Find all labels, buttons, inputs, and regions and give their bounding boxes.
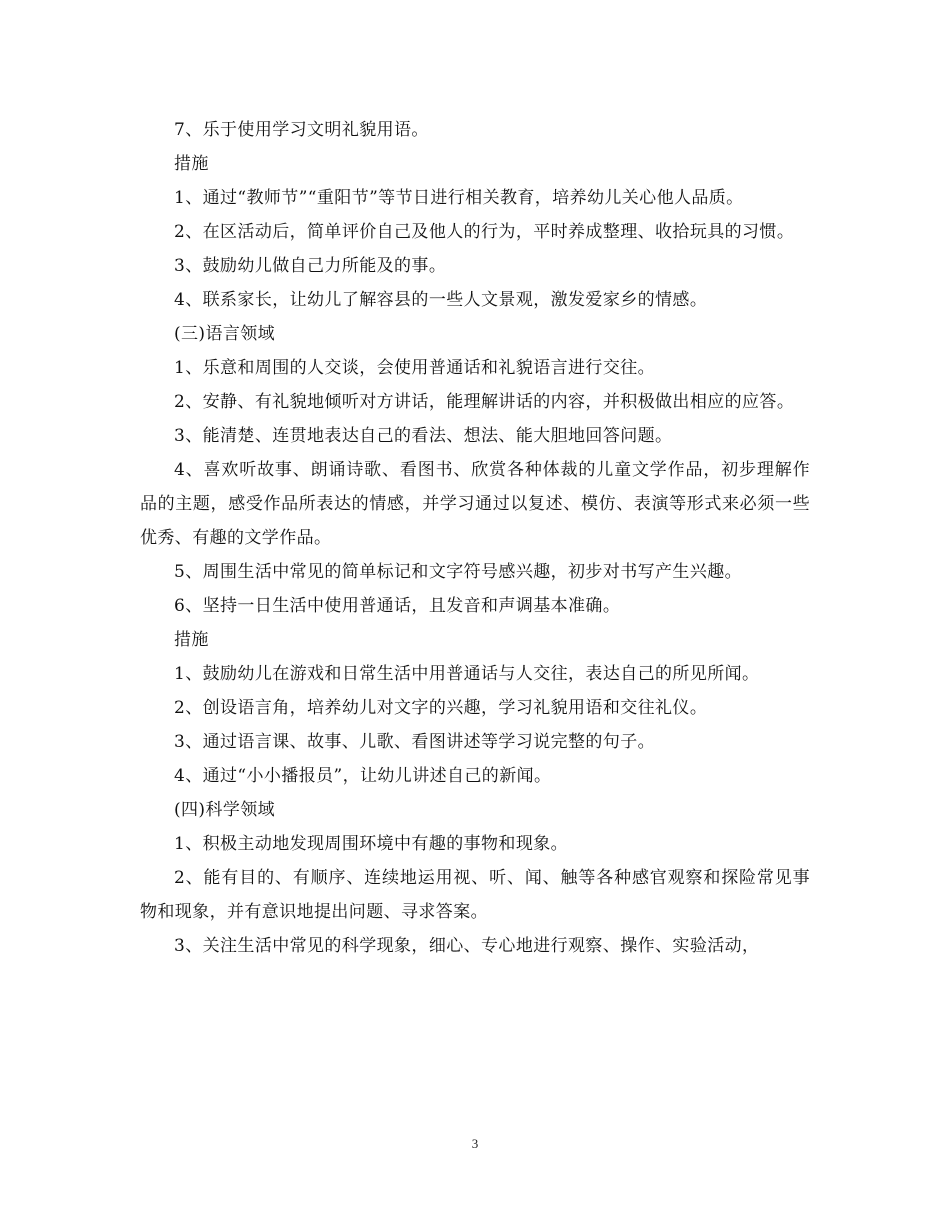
paragraph: 3、能清楚、连贯地表达自己的看法、想法、能大胆地回答问题。 [174, 426, 673, 446]
paragraph: 5、周围生活中常见的简单标记和文字符号感兴趣，初步对书写产生兴趣。 [174, 562, 743, 582]
paragraph: 3、关注生活中常见的科学现象，细心、专心地进行观察、操作、实验活动， [174, 936, 760, 956]
paragraph: 2、在区活动后，简单评价自己及他人的行为，平时养成整理、收拾玩具的习惯。 [174, 222, 795, 242]
section-heading: (三)语言领域 [174, 324, 276, 344]
paragraph: 1、鼓励幼儿在游戏和日常生活中用普通话与人交往，表达自己的所见所闻。 [174, 664, 760, 684]
paragraph: 6、坚持一日生活中使用普通话，且发音和声调基本准确。 [174, 596, 621, 616]
paragraph: 2、创设语言角，培养幼儿对文字的兴趣，学习礼貌用语和交往礼仪。 [174, 698, 708, 718]
paragraph: 2、安静、有礼貌地倾听对方讲话，能理解讲话的内容，并积极做出相应的应答。 [174, 392, 795, 412]
document-body [140, 113, 810, 963]
paragraph: 3、鼓励幼儿做自己力所能及的事。 [174, 256, 447, 276]
paragraph: 3、通过语言课、故事、儿歌、看图讲述等学习说完整的句子。 [174, 732, 656, 752]
paragraph: 1、通过“教师节”“重阳节”等节日进行相关教育，培养幼儿关心他人品质。 [174, 188, 744, 208]
paragraph: 1、积极主动地发现周围环境中有趣的事物和现象。 [174, 834, 569, 854]
paragraph: 4、喜欢听故事、朗诵诗歌、看图书、欣赏各种体裁的儿童文学作品，初步理解作品的主题，感受作品所表达的情感，并学习通过以复述、模仿、表演等形式来必须一些优秀、有趣的文学作品。 [140, 460, 810, 548]
section-subheading: 措施 [174, 154, 209, 174]
page-number: 3 [471, 1136, 479, 1151]
paragraph: 7、乐于使用学习文明礼貌用语。 [174, 120, 429, 140]
section-subheading: 措施 [174, 630, 209, 650]
paragraph: 1、乐意和周围的人交谈，会使用普通话和礼貌语言进行交往。 [174, 358, 656, 378]
paragraph: 4、联系家长，让幼儿了解容县的一些人文景观，激发爱家乡的情感。 [174, 290, 708, 310]
paragraph: 2、能有目的、有顺序、连续地运用视、听、闻、触等各种感官观察和探险常见事物和现象，并有意识地提出问题、寻求答案。 [140, 868, 810, 922]
paragraph: 4、通过“小小播报员”，让幼儿讲述自己的新闻。 [174, 766, 552, 786]
section-heading: (四)科学领域 [174, 800, 276, 820]
